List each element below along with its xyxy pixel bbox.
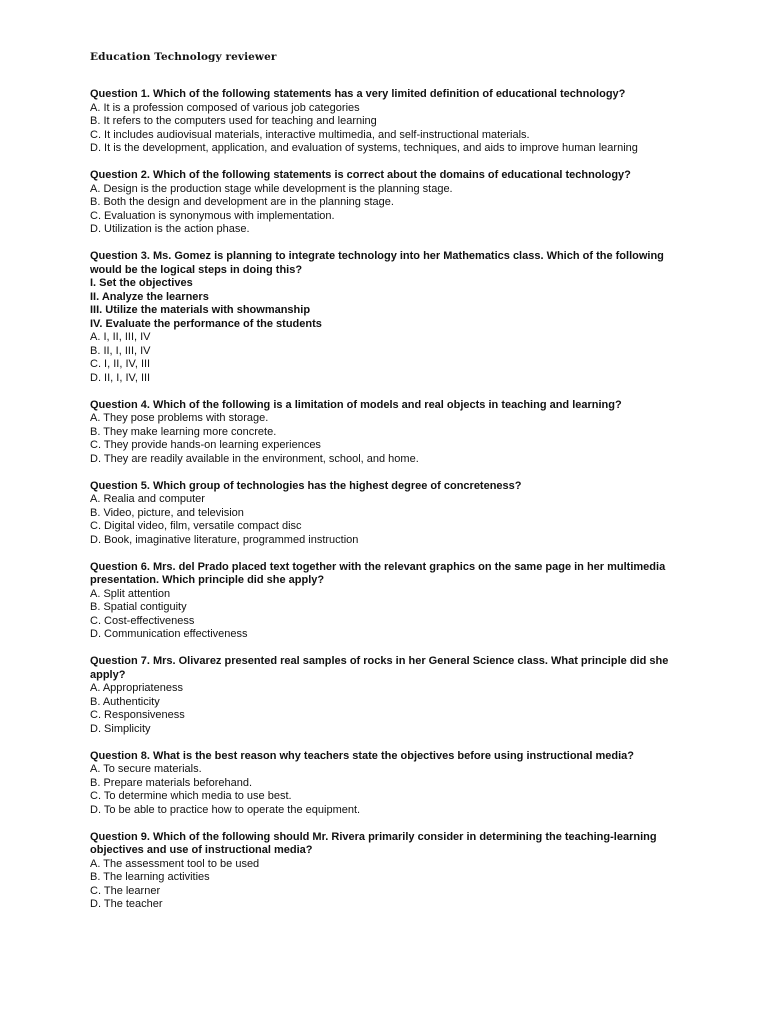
question-list bbox=[90, 88, 690, 912]
answer-option: A. They pose problems with storage. bbox=[90, 412, 269, 424]
question-item: IV. Evaluate the performance of the students bbox=[90, 317, 322, 330]
question-stem: Question 8. What is the best reason why teachers state the objectives before using instructional media? bbox=[90, 749, 635, 762]
question-stem: Question 1. Which of the following statements has a very limited definition of educational technology? bbox=[90, 88, 626, 100]
question-block bbox=[90, 399, 690, 467]
answer-option: B. It refers to the computers used for teaching and learning bbox=[90, 115, 377, 127]
answer-option: A. The assessment tool to be used bbox=[90, 857, 260, 870]
answer-option: D. Book, imaginative literature, programmed instruction bbox=[90, 533, 359, 546]
answer-option: D. They are readily available in the environment, school, and home. bbox=[90, 452, 419, 465]
answer-option: A. Split attention bbox=[90, 587, 171, 600]
answer-option: A. It is a profession composed of various job categories bbox=[90, 101, 360, 114]
answer-option: A. Design is the production stage while development is the planning stage. bbox=[90, 182, 453, 195]
answer-option: B. II, I, III, IV bbox=[90, 344, 151, 357]
answer-option: A. Realia and computer bbox=[90, 493, 205, 505]
answer-option: D. To be able to practice how to operate the equipment. bbox=[90, 803, 361, 816]
answer-option: C. The learner bbox=[90, 884, 161, 897]
answer-option: B. Both the design and development are in the planning stage. bbox=[90, 196, 394, 208]
answer-option: B. Video, picture, and television bbox=[90, 506, 244, 519]
answer-option: C. Evaluation is synonymous with implementation. bbox=[90, 209, 335, 222]
answer-option: C. Responsiveness bbox=[90, 709, 185, 721]
question-stem: Question 2. Which of the following statements is correct about the domains of educational technology? bbox=[90, 169, 631, 181]
answer-option: C. Cost-effectiveness bbox=[90, 614, 195, 627]
answer-option: D. It is the development, application, and evaluation of systems, techniques, and aids to improve human learning bbox=[90, 142, 638, 154]
question-item: I. Set the objectives bbox=[90, 277, 193, 289]
answer-option: D. Communication effectiveness bbox=[90, 628, 248, 640]
answer-option: D. Utilization is the action phase. bbox=[90, 223, 250, 235]
question-stem: Question 7. Mrs. Olivarez presented real samples of rocks in her General Science class. What principle did she apply? bbox=[90, 655, 669, 681]
answer-option: B. They make learning more concrete. bbox=[90, 425, 277, 438]
question-block bbox=[90, 655, 690, 736]
answer-option: D. The teacher bbox=[90, 898, 163, 910]
answer-option: A. I, II, III, IV bbox=[90, 331, 151, 343]
answer-option: B. Prepare materials beforehand. bbox=[90, 776, 253, 789]
answer-option: C. I, II, IV, III bbox=[90, 358, 151, 370]
answer-option: C. Digital video, film, versatile compact disc bbox=[90, 520, 302, 532]
question-stem: Question 4. Which of the following is a limitation of models and real objects in teaching and learning? bbox=[90, 398, 622, 411]
document-title: Education Technology reviewer bbox=[90, 51, 277, 63]
answer-option: C. It includes audiovisual materials, interactive multimedia, and self-instructional materials. bbox=[90, 128, 530, 141]
question-stem: Question 9. Which of the following should Mr. Rivera primarily consider in determining the teaching-learning objectives and use of instructional media? bbox=[90, 830, 657, 856]
question-block bbox=[90, 250, 690, 385]
answer-option: C. To determine which media to use best. bbox=[90, 790, 292, 802]
answer-option: D. II, I, IV, III bbox=[90, 371, 151, 384]
question-block bbox=[90, 561, 690, 642]
answer-option: C. They provide hands-on learning experiences bbox=[90, 439, 321, 451]
answer-option: B. Authenticity bbox=[90, 695, 160, 708]
question-item: III. Utilize the materials with showmanship bbox=[90, 304, 311, 316]
question-block bbox=[90, 480, 690, 548]
question-item: II. Analyze the learners bbox=[90, 290, 209, 303]
answer-option: D. Simplicity bbox=[90, 722, 151, 735]
question-stem: Question 6. Mrs. del Prado placed text together with the relevant graphics on the same page in her multimedia presentation. Which principle did she apply? bbox=[90, 560, 666, 586]
question-block bbox=[90, 750, 690, 818]
answer-option: A. To secure materials. bbox=[90, 763, 202, 775]
question-block bbox=[90, 831, 690, 912]
question-block bbox=[90, 88, 690, 156]
answer-option: B. The learning activities bbox=[90, 871, 210, 883]
question-block bbox=[90, 169, 690, 237]
question-stem: Question 5. Which group of technologies has the highest degree of concreteness? bbox=[90, 479, 522, 492]
answer-option: A. Appropriateness bbox=[90, 682, 183, 694]
answer-option: B. Spatial contiguity bbox=[90, 601, 187, 613]
document-page bbox=[90, 50, 690, 925]
question-stem: Question 3. Ms. Gomez is planning to integrate technology into her Mathematics class. Which of the following would be the logical steps in doing this? bbox=[90, 250, 664, 276]
